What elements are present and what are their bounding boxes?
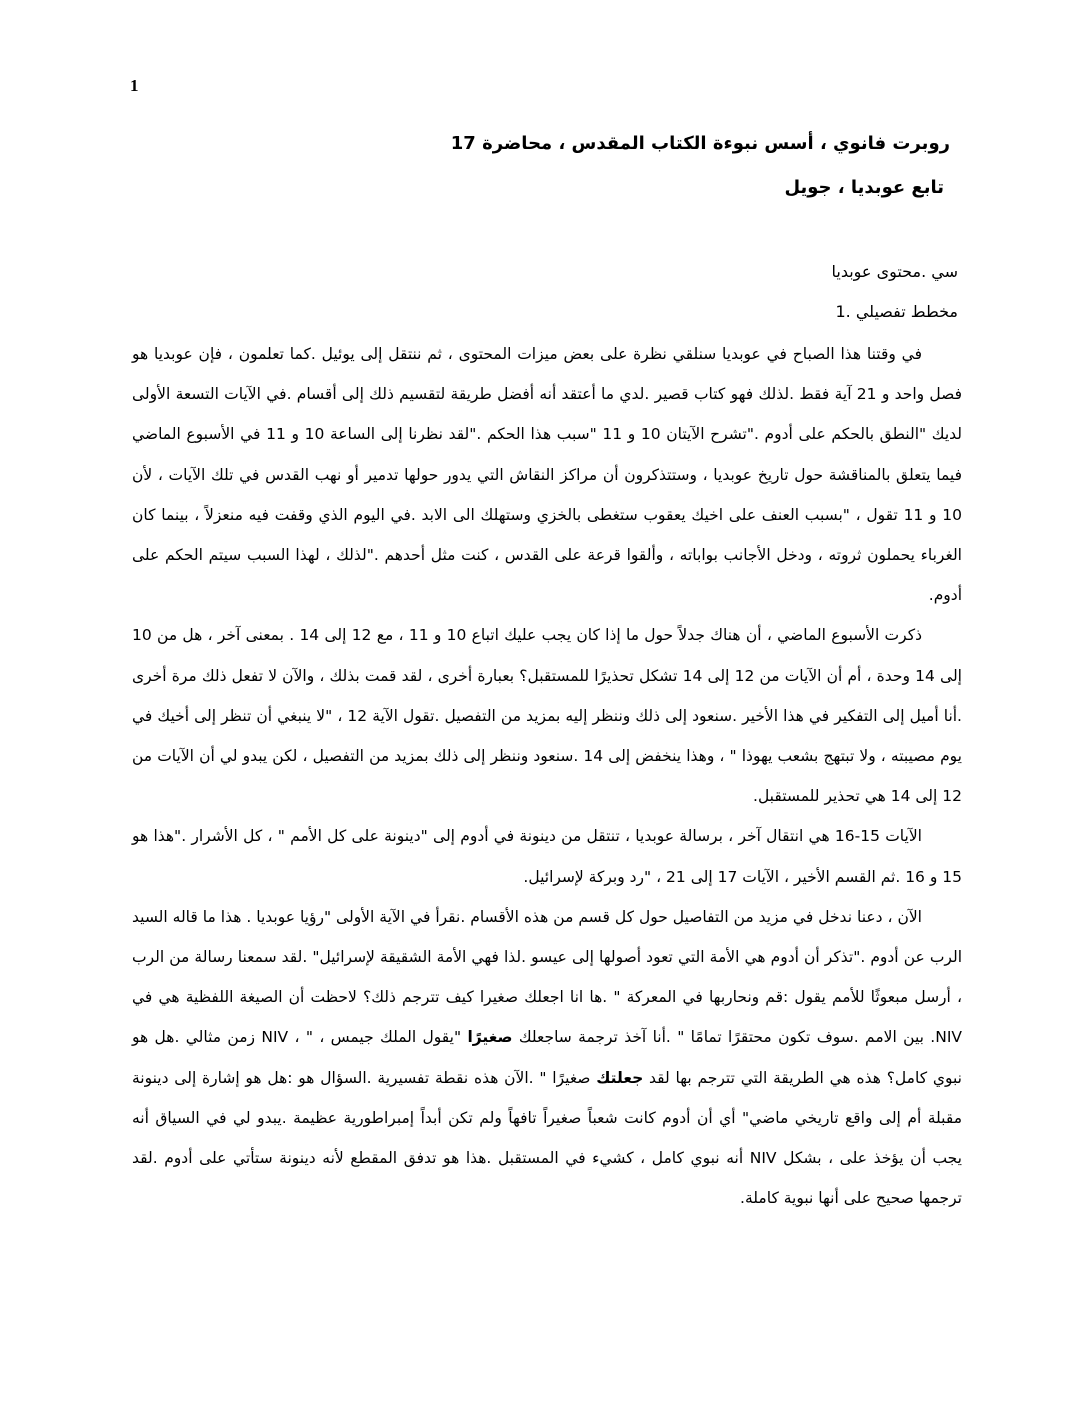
paragraph	[132, 897, 962, 1219]
emphasized-word: جعلتك	[596, 1068, 644, 1087]
document-title: روبرت فانوي ، أسس نبوءة الكتاب المقدس ، محاضرة 17	[450, 133, 950, 154]
section-heading-block	[138, 258, 958, 338]
paragraph-text: صغيرًا " .الآن هذه نقطة تفسيرية .السؤال هو :هل هو إشارة إلى دينونة مقبلة أم إلى واقع تاريخي ماضي" أي أن أدوم كانت شعباً صغيراً تافهاً ولم تكن أبداً إمبراطورية عظيمة .يبدو لي في السياق أنه يجب أن يؤخذ على ، بشكل NIV أنه نبوي كامل ، كشيء في المستقبل .هذا هو تدفق المقطع لأنه دينونة ستأتي على أدوم .لقد ترجمها صحيح على أنها نبوية كاملة.	[132, 1068, 962, 1208]
paragraph: الآيات 15-16 هي انتقال آخر ، برسالة عوبديا ، تنتقل من دينونة في أدوم إلى "دينونة على كل الأمم " ، كل الأشرار ."هذا هو 15 و 16 .ثم القسم الأخير ، الآيات 17 إلى 21 ، "رد وبركة لإسرائيل.	[132, 827, 962, 886]
emphasized-word: صغيرًا	[467, 1028, 513, 1047]
page-number: 1	[130, 76, 139, 95]
paragraph: في وقتنا هذا الصباح في عوبديا سنلقي نظرة على بعض ميزات المحتوى ، ثم ننتقل إلى يوئيل .كما تعلمون ، فإن عوبديا هو فصل واحد و 21 آية فقط .لذلك فهو كتاب قصير .لدي ما أعتقد أنه أفضل طريقة لتقسيم ذلك إلى أقسام .في الآيات التسعة الأولى لديك "النطق بالحكم على أدوم ."تشرح الآيتان 10 و 11 "سبب هذا الحكم ."لقد نظرنا إلى الساعة 10 و 11 في الأسبوع الماضي فيما يتعلق بالمناقشة حول تاريخ عوبديا ، وستتذكرون أن مراكز النقاش التي يدور حولها تدمير أو نهب القدس في تلك الآيات ، لأن 10 و 11 تقول ، "بسبب العنف على اخيك يعقوب ستغطى بالخزي وستهلك الى الابد .في اليوم الذي وقفت فيه منعزلاً ، بينما كان الغرباء يحملون ثروته ، ودخل الأجانب بواباته ، وألقوا قرعة على القدس ، كنت مثل أحدهم ."لذلك ، لهذا السبب سيتم الحكم على أدوم.	[132, 345, 963, 605]
paragraph-text: "يقول الملك جيمس ، " ، NIV زمن مثالي .هل هو نبوي كامل؟ هذه هي الطريقة التي تترجم بها لقد	[132, 1028, 962, 1087]
document-body	[132, 334, 962, 1218]
paragraph-text: الآن ، دعنا ندخل في مزيد من التفاصيل حول كل قسم من هذه الأقسام .نقرأ في الآية الأولى "رؤيا عوبديا . هذا ما قاله السيد الرب عن أدوم ."تذكر أن أدوم هي الأمة التي تعود أصولها إلى عيسو .لذا فهي الأمة الشقيقة لإسرائيل" .لقد سمعنا رسالة من الرب ، أرسل مبعوثًا للأمم يقول :قم ونحاربها في المعركة " .ها انا اجعلك صغيرا كيف تترجم ذلك؟ لاحظت أن الصيغة اللفظية هي في NIV. بين الامم .سوف تكون محتقرًا تمامًا " .أنا آخذ ترجمة ساجعلك	[132, 907, 963, 1047]
document-subtitle: تابع عوبديا ، جويل	[784, 177, 944, 198]
paragraph: ذكرت الأسبوع الماضي ، أن هناك جدلاً حول ما إذا كان يجب عليك اتباع 10 و 11 ، مع 12 إلى 14 . بمعنى آخر ، هل من 10 إلى 14 وحدة ، أم أن الآيات من 12 إلى 14 تشكل تحذيرًا للمستقبل؟ بعبارة أخرى ، لقد قمت بذلك ، والآن لا تفعل ذلك مرة أخرى .أنا أميل إلى التفكير في هذا الأخير .سنعود إلى ذلك وننظر إليه بمزيد من التفصيل .تقول الآية 12 ، "لا ينبغي أن تنظر إلى أخيك في يوم مصيبته ، ولا تبتهج بشعب يهوذا " ، وهذا ينخفض إلى 14 .سنعود وننظر إلى ذلك بمزيد من التفصيل ، لكن يبدو لي أن الآيات من 12 إلى 14 هي تحذير للمستقبل.	[132, 626, 962, 806]
outline-heading: مخطط تفصيلي .1	[835, 302, 958, 321]
section-heading: سي .محتوى عوبديا	[831, 262, 958, 281]
document-header	[130, 128, 950, 216]
